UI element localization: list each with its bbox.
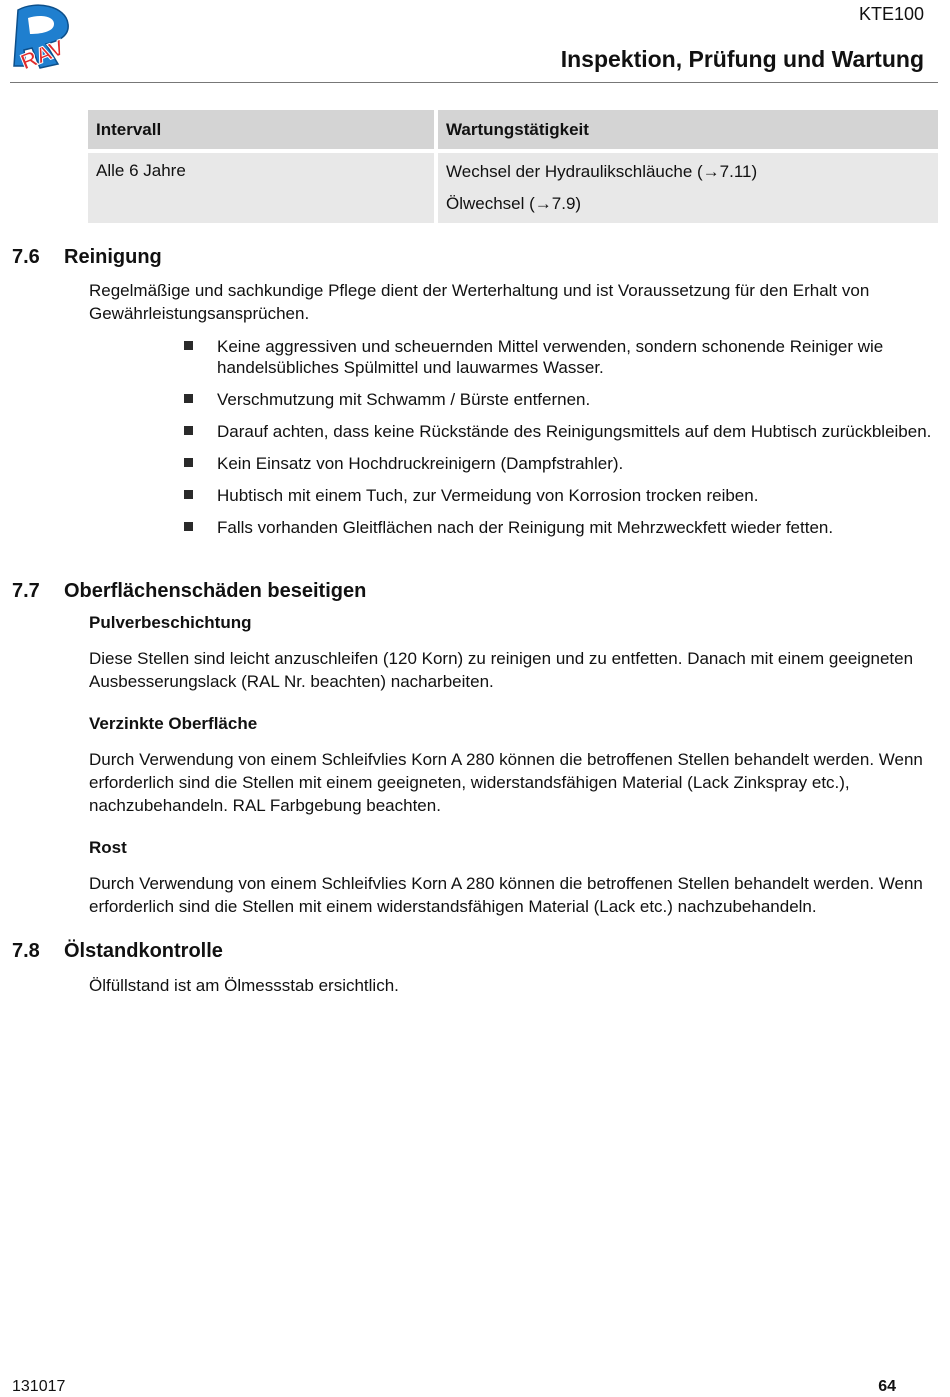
section-title: Oberflächenschäden beseitigen	[64, 580, 367, 602]
galvanized-text: Durch Verwendung von einem Schleifvlies Korn A 280 können die betroffenen Stellen behandelt werden. Wenn erforderlich sind die Stellen mit einem geeigneten, widerstandsfähigen Material (Lack Zinkspray etc.), nachzubehandeln. RAL Farbgebung beachten.	[89, 750, 923, 815]
bullet-square-icon	[184, 341, 193, 350]
section-number: 7.6	[12, 246, 40, 268]
list-item: Verschmutzung mit Schwamm / Bürste entfernen.	[184, 389, 934, 410]
section-number: 7.8	[12, 940, 40, 962]
oil-level-text: Ölfüllstand ist am Ölmessstab ersichtlich.	[89, 976, 399, 995]
subheading-powder-coating: Pulverbeschichtung	[89, 613, 252, 632]
list-item: Falls vorhanden Gleitflächen nach der Reinigung mit Mehrzweckfett wieder fetten.	[184, 517, 934, 538]
list-item: Kein Einsatz von Hochdruckreinigern (Dampfstrahler).	[184, 453, 934, 474]
model-name: KTE100	[858, 4, 924, 24]
table-row	[88, 153, 938, 223]
table-header-row	[88, 110, 938, 149]
powder-coating-text: Diese Stellen sind leicht anzuschleifen (120 Korn) zu reinigen und zu entfetten. Danach mit einem geeigneten Ausbesserungslack (RAL Nr. beachten) nacharbeiten.	[89, 649, 914, 691]
maintenance-table	[88, 110, 938, 223]
bullet-square-icon	[184, 458, 193, 467]
rust-text: Durch Verwendung von einem Schleifvlies Korn A 280 können die betroffenen Stellen behandelt werden. Wenn erforderlich sind die Stellen mit einem widerstandsfähigen Material (Lack etc.) nachzubehandeln.	[89, 874, 923, 916]
bullet-square-icon	[184, 522, 193, 531]
list-item: Darauf achten, dass keine Rückstände des Reinigungsmittels auf dem Hubtisch zurückbleiben.	[184, 421, 934, 442]
table-cell-interval: Alle 6 Jahre	[88, 153, 434, 223]
section-title: Reinigung	[64, 246, 162, 268]
page-number: 64	[878, 1378, 896, 1395]
bullet-square-icon	[184, 490, 193, 499]
rav-logo	[10, 4, 76, 76]
section-title: Ölstandkontrolle	[64, 940, 223, 962]
table-cell-tasks	[438, 153, 938, 223]
task-item: Wechsel der Hydraulikschläuche (→7.11)	[446, 162, 758, 181]
bullet-square-icon	[184, 426, 193, 435]
task-item: Ölwechsel (→7.9)	[446, 194, 582, 213]
table-header-interval: Intervall	[88, 110, 434, 149]
list-item: Keine aggressiven und scheuernden Mittel verwenden, sondern schonende Reiniger wie handelsübliches Spülmittel und lauwarmes Wasser.	[184, 336, 934, 378]
document-code: 131017	[12, 1378, 66, 1395]
section-number: 7.7	[12, 580, 40, 602]
bullet-square-icon	[184, 394, 193, 403]
list-item: Hubtisch mit einem Tuch, zur Vermeidung von Korrosion trocken reiben.	[184, 485, 934, 506]
subheading-rust: Rost	[89, 838, 127, 857]
subheading-galvanized: Verzinkte Oberfläche	[89, 714, 258, 733]
header-divider	[10, 82, 938, 83]
cleaning-intro: Regelmäßige und sachkundige Pflege dient der Werterhaltung und ist Voraussetzung für den Erhalt von Gewährleistungsansprüchen.	[89, 281, 870, 323]
page-header-title: Inspektion, Prüfung und Wartung	[560, 46, 924, 72]
cleaning-bullet-list	[184, 336, 934, 549]
table-header-task: Wartungstätigkeit	[438, 110, 938, 149]
svg-text:RAV: RAV	[16, 34, 68, 75]
